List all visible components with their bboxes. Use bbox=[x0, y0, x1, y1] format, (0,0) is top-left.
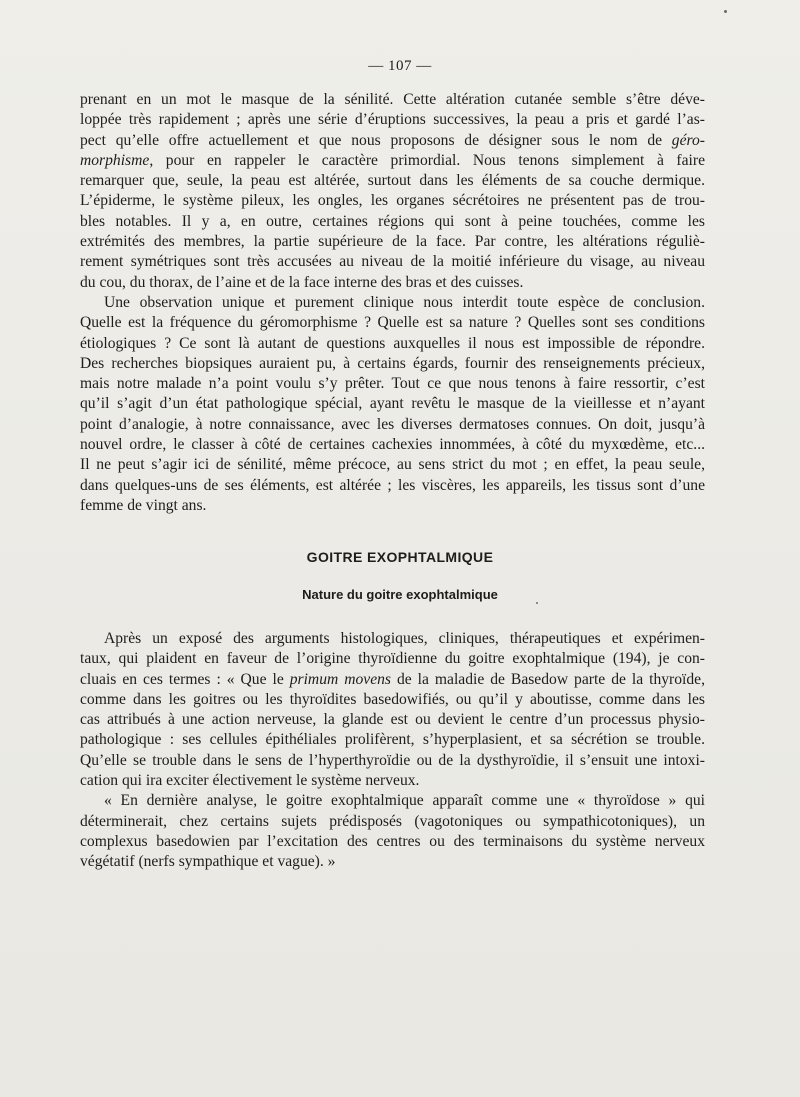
ink-speck bbox=[536, 602, 538, 604]
text-line: femme de vingt ans. bbox=[80, 496, 207, 514]
text-line: Qu’elle se trouble dans le sens de l’hyperthyroïdie ou de la dysthyroïdie, il s’ensuit une intoxi- bbox=[80, 751, 705, 769]
text-line: Une observation unique et purement clinique nous interdit toute espèce de conclusion. bbox=[104, 293, 705, 311]
text-line: point d’analogie, à notre connaissance, avec les diverses dermatoses connues. On doit, jusqu’à bbox=[80, 415, 705, 433]
text-line: cluais en ces termes : « Que le primum movens de la maladie de Basedow parte de la thyroïde, bbox=[80, 670, 705, 688]
text-line: du cou, du thorax, de l’aine et de la face interne des bras et des cuisses. bbox=[80, 273, 524, 291]
text-line: « En dernière analyse, le goitre exophtalmique apparaît comme une « thyroïdose » qui bbox=[104, 792, 705, 810]
text-line: loppée très rapidement ; après une série d’éruptions successives, la peau a pris et gardé l’as- bbox=[80, 111, 705, 129]
text-line: mais notre malade n’a point voulu s’y prêter. Tout ce que nous tenons à faire ressortir, c’est bbox=[80, 375, 705, 393]
ink-speck bbox=[724, 10, 727, 13]
text-line: prenant en un mot le masque de la sénilité. Cette altération cutanée semble s’être déve- bbox=[80, 91, 705, 108]
text-line: extrémités des membres, la partie supérieure de la face. Par contre, les altérations réguliè- bbox=[80, 233, 705, 251]
text-line: rement symétriques sont très accusées au niveau de la moitié inférieure du visage, au niveau bbox=[80, 253, 705, 271]
text-line: nouvel ordre, le classer à côté de certaines cachexies innommées, à côté du myxœdème, etc... bbox=[80, 436, 705, 454]
text-line: végétatif (nerfs sympathique et vague). » bbox=[80, 853, 336, 871]
text-line: Après un exposé des arguments histologiques, cliniques, thérapeutiques et expérimen- bbox=[104, 630, 705, 647]
text-line: Des recherches biopsiques auraient pu, à certains égards, fournir des renseignements précieux, bbox=[80, 354, 705, 372]
text-line: complexus basedowien par l’excitation des centres ou des terminaisons du système nerveux bbox=[80, 832, 705, 850]
text-line: Quelle est la fréquence du géromorphisme ? Quelle est sa nature ? Quelles sont ses conditions bbox=[80, 314, 705, 332]
text-line: déterminerait, chez certains sujets prédisposés (vagotoniques ou sympathicotoniques), un bbox=[80, 812, 705, 830]
text-line: pathologique : ses cellules épithéliales prolifèrent, s’hyperplasient, et sa sécrétion se trouble. bbox=[80, 731, 705, 749]
text-line: remarquer que, seule, la peau est altérée, surtout dans les éléments de sa couche dermique. bbox=[80, 172, 705, 190]
text-line: cation qui ira exciter électivement le système nerveux. bbox=[80, 772, 420, 790]
text-line: taux, qui plaident en faveur de l’origine thyroïdienne du goitre exophtalmique (194), je con- bbox=[80, 650, 705, 668]
section-subtitle: Nature du goitre exophtalmique bbox=[302, 587, 498, 602]
text-line: L’épiderme, le système pileux, les ongles, les organes sécrétoires ne présentent pas de trou- bbox=[80, 192, 705, 210]
text-line: bles notables. Il y a, en outre, certaines régions qui sont à peine touchées, comme les bbox=[80, 212, 705, 230]
text-block-lower bbox=[80, 629, 705, 873]
section-title: GOITRE EXOPHTALMIQUE bbox=[306, 549, 494, 565]
text-line: morphisme, pour en rappeler le caractère primordial. Nous tenons simplement à faire bbox=[80, 151, 705, 169]
text-line: pect qu’elle offre actuellement et que nous proposons de désigner sous le nom de géro- bbox=[80, 131, 705, 149]
text-line: comme dans les goitres ou les thyroïdites basedowifiés, ou qu’il y aboutisse, comme dans les bbox=[80, 690, 705, 708]
text-line: étiologiques ? Ce sont là autant de questions auxquelles il nous est impossible de répondre. bbox=[80, 334, 705, 352]
text-line: qu’il s’agit d’un état pathologique spécial, ayant revêtu le masque de la vieillesse et n’ayant bbox=[80, 395, 705, 413]
text-block-upper bbox=[80, 90, 705, 516]
page-number: — 107 — bbox=[368, 58, 432, 74]
text-line: Il ne peut s’agir ici de sénilité, même précoce, au sens strict du mot ; en effet, la peau seule, bbox=[80, 456, 705, 474]
text-line: cas attribués à une action nerveuse, la glande est ou devient le centre d’un processus physio- bbox=[80, 711, 705, 729]
text-line: dans quelques-uns de ses éléments, est altérée ; les viscères, les appareils, les tissus sont d’une bbox=[80, 476, 705, 494]
